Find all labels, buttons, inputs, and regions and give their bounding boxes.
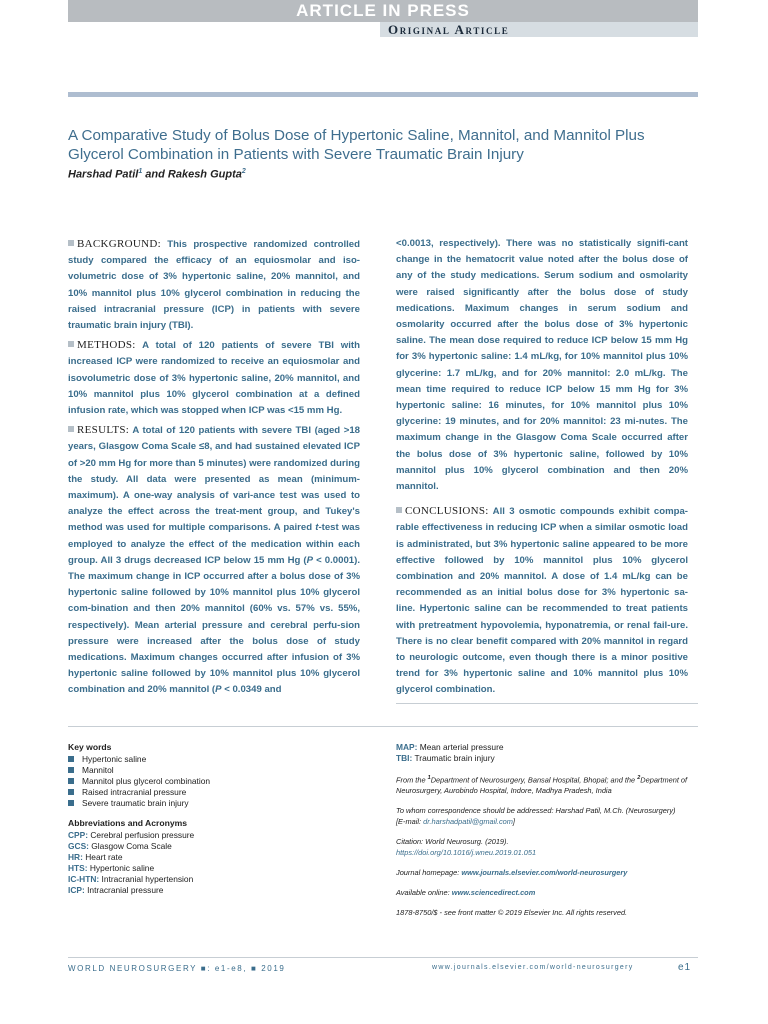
abbreviation-item: ICP: Intracranial pressure xyxy=(68,885,164,895)
abbreviation: ICP xyxy=(68,885,82,895)
keywords-panel xyxy=(68,742,368,896)
footer-rule xyxy=(68,957,698,958)
available-label: Available online: xyxy=(396,888,452,898)
italic-p: P xyxy=(306,554,314,566)
email-link[interactable]: dr.harshadpatil@gmail.com xyxy=(423,817,513,827)
square-bullet-icon xyxy=(68,789,74,795)
keyword-text: Raised intracranial pressure xyxy=(82,787,187,797)
keywords-list xyxy=(68,754,368,809)
abbreviation: TBI xyxy=(396,753,410,763)
affiliation-marker: 1 xyxy=(138,168,143,175)
abbreviation-definition: Traumatic brain injury xyxy=(414,753,495,763)
abstract-column-left xyxy=(68,236,360,702)
keyword-item xyxy=(68,798,368,809)
copyright: 1878-8750/$ - see front matter © 2019 Elsevier Inc. All rights reserved. xyxy=(396,908,628,918)
header-rule xyxy=(68,92,698,97)
italic-t: t xyxy=(315,522,319,534)
journal-footer: WORLD NEUROSURGERY ■: e1-e8, ■ 2019 xyxy=(68,964,286,973)
keyword-text: Mannitol xyxy=(82,765,114,775)
abstract-results-continued: <0.0013, respectively). There was no statistically signifi-cant change in the hematocrit value noted after the bolus dose of any of the study medications. Serum sodium and osmolarity were raised significantly after the bolus dose of study medications. Maximum changes in serum sodium and osmolarity occurred after the bolus dose of 3% hypertonic saline. The mean dose required to reduce ICP below 15 mm Hg for 3% hypertonic saline: 1.4 mL/kg, for 10% mannitol plus 10% glycerine: 1.7 mL/kg, and for 20% mannitol: 2.0 mL/kg. The mean time required to reduce ICP below 15 mm Hg for 3% hypertonic saline: 16 minutes, for 10% mannitol plus 10% glycerine: 19 minutes, and for 20% mannitol: 23 mi-nutes. The maximum change in the Glasgow Coma Scale occurred after the bolus dose of 3% hypertonic saline, followed by 10% mannitol plus 10% glycerol combination and then 20% mannitol. xyxy=(396,238,688,493)
sciencedirect-link[interactable]: www.sciencedirect.com xyxy=(451,888,536,898)
abbreviation-definition: Hypertonic saline xyxy=(89,863,155,873)
abbreviation: IC-HTN xyxy=(68,874,97,884)
article-in-press-banner: ARTICLE IN PRESS xyxy=(296,1,470,20)
keyword-text: Hypertonic saline xyxy=(82,754,147,764)
section-text: < 0.0001). The maximum change in ICP occurred after a bolus dose of 3% hypertonic saline followed by 10% mannitol plus 10% glycerol com-bination and then 20% mannitol (60% vs. 57% vs. 55%, respectively). Mean arterial pressure and cerebral perfu-sion pressure were increased after the bolus dose of study medications. Maximum changes occurred after infusion of 3% hypertonic saline followed by 10% mannitol plus 10% glycerol combination and 20% mannitol ( xyxy=(68,554,360,696)
section-label: METHODS: xyxy=(77,339,136,352)
affiliation-marker: 2 xyxy=(637,775,641,781)
square-bullet-icon xyxy=(68,341,74,347)
citation: Citation: World Neurosurg. (2019). xyxy=(396,837,509,847)
keyword-item xyxy=(68,765,368,776)
affiliation-marker: 2 xyxy=(241,168,246,175)
abbreviation: HR xyxy=(68,852,81,862)
author-list xyxy=(68,168,246,181)
keyword-item xyxy=(68,787,368,798)
affiliation-text: From the xyxy=(396,775,428,785)
author-name: Rakesh Gupta xyxy=(167,168,242,181)
italic-p: P xyxy=(215,684,222,696)
section-text: All 3 osmotic compounds exhibit compa-rable effectiveness in reducing ICP when a similar osmotic load is administrated, but 3% hypertonic saline appeared to be more effective followed by 10% mannitol plus 10% glycerol combination and 20% mannitol. A dose of 1.4 mL/kg can be recommended as an initial bolus dose for 3% hypertonic sa-line. Hypertonic saline can be recommended to treat patients with pretreatment hypovolemia, hyponatremia, or renal fail-ure. There is no clear benefit compared with 20% mannitol in regard to neurologic outcome, even though there is a minor positive trend for 3% hypertonic saline and 10% mannitol plus 10% glycerol combination. xyxy=(396,506,688,696)
abbreviation-item: MAP: Mean arterial pressure xyxy=(396,742,504,752)
email-label: [E-mail: xyxy=(396,817,424,827)
abbreviation-item: TBI: Traumatic brain injury xyxy=(396,753,495,763)
keyword-item xyxy=(68,754,368,765)
homepage-link[interactable]: www.journals.elsevier.com/world-neurosurgery xyxy=(461,868,628,878)
keyword-item xyxy=(68,776,368,787)
abbreviations-heading: Abbreviations and Acronyms xyxy=(68,818,188,828)
square-bullet-icon xyxy=(68,800,74,806)
email-line xyxy=(396,816,706,827)
section-label: CONCLUSIONS: xyxy=(405,505,489,518)
doi-link[interactable]: https://doi.org/10.1016/j.wneu.2019.01.051 xyxy=(396,848,537,858)
abbreviation-definition: Mean arterial pressure xyxy=(419,742,504,752)
correspondence: To whom correspondence should be addressed: Harshad Patil, M.Ch. (Neurosurgery) xyxy=(396,806,676,816)
square-bullet-icon xyxy=(68,426,74,432)
affiliation-text: Department of Neurosurgery, Aurobindo Hospital, Indore, Madhya Pradesh, India xyxy=(396,775,688,796)
abbreviation-definition: Cerebral perfusion pressure xyxy=(90,830,195,840)
affiliations xyxy=(396,773,706,796)
section-label: Original Article xyxy=(388,22,510,37)
affiliation-text: Department of Neurosurgery, Bansal Hospital, Bhopal; and the xyxy=(430,775,638,785)
abbreviation-item: HTS: Hypertonic saline xyxy=(68,863,155,873)
abbreviation: MAP xyxy=(396,742,415,752)
email-bracket: ] xyxy=(512,817,515,827)
abbreviation-item: CPP: Cerebral perfusion pressure xyxy=(68,830,195,840)
square-bullet-icon xyxy=(68,767,74,773)
abbreviation-definition: Intracranial pressure xyxy=(87,885,164,895)
abstract-end-rule xyxy=(396,703,698,704)
abbreviation-item: HR: Heart rate xyxy=(68,852,123,862)
abstract-column-right xyxy=(396,236,688,702)
keywords-heading: Key words xyxy=(68,742,112,752)
square-bullet-icon xyxy=(68,240,74,246)
square-bullet-icon xyxy=(68,778,74,784)
page-number: e1 xyxy=(678,962,692,973)
section-label: RESULTS: xyxy=(77,424,130,437)
square-bullet-icon xyxy=(396,507,402,513)
abbreviation-definition: Glasgow Coma Scale xyxy=(91,841,172,851)
square-bullet-icon xyxy=(68,756,74,762)
abbreviation-definition: Intracranial hypertension xyxy=(101,874,194,884)
available-online xyxy=(396,887,706,898)
section-label: BACKGROUND: xyxy=(77,238,161,250)
abbreviation-definition: Heart rate xyxy=(85,852,123,862)
section-text: -test was employed to analyze the effect of the medication within each group. All 3 drugs decreased ICP below 15 mm Hg ( xyxy=(68,522,360,566)
keyword-text: Mannitol plus glycerol combination xyxy=(82,776,211,786)
abstract-results xyxy=(68,422,360,698)
section-text: < 0.0349 and xyxy=(221,684,282,696)
author-name: Harshad Patil xyxy=(68,168,139,181)
section-divider xyxy=(68,726,698,727)
abbreviation-item: GCS: Glasgow Coma Scale xyxy=(68,841,172,851)
article-title: A Comparative Study of Bolus Dose of Hypertonic Saline, Mannitol, and Mannitol Plus Glycerol Combination in Patients with Severe Traumatic Brain Injury xyxy=(68,127,645,163)
abbreviation: GCS xyxy=(68,841,87,851)
affiliation-marker: 1 xyxy=(427,775,431,781)
keyword-text: Severe traumatic brain injury xyxy=(82,798,189,808)
article-info-panel xyxy=(396,742,706,918)
abstract-methods xyxy=(68,337,360,419)
journal-url-footer[interactable]: www.journals.elsevier.com/world-neurosurgery xyxy=(432,964,634,971)
abbreviation-item: IC-HTN: Intracranial hypertension xyxy=(68,874,194,884)
homepage-label: Journal homepage: xyxy=(396,868,462,878)
abstract-conclusions xyxy=(396,503,688,698)
journal-homepage xyxy=(396,867,706,878)
abbreviation: HTS xyxy=(68,863,85,873)
section-text: A total of 120 patients of severe TBI with increased ICP were randomized to receive an equiosmolar and isovolumetric dose of 3% hypertonic saline, 20% mannitol, and 10% mannitol plus 10% glycerol combination at a defined infusion rate, which was stopped when ICP was <15 mm Hg. xyxy=(68,340,360,417)
section-text: This prospective randomized controlled study compared the efficacy of an equiosmolar and iso-volumetric dose of 3% hypertonic saline, 20% mannitol, and 10% mannitol plus 10% glycerol combination in reducing the raised intracranial pressure (ICP) in patients with severe traumatic brain injury (TBI). xyxy=(68,239,360,332)
author-separator: and xyxy=(142,168,168,181)
abbreviation: CPP xyxy=(68,830,86,840)
abstract-background xyxy=(68,236,360,334)
section-text: A total of 120 patients with severe TBI (aged >18 years, Glasgow Coma Scale ≤8, and had sustained elevated ICP of >20 mm Hg for more than 5 minutes) were randomized during the study. All data were presented as mean (minimum-maximum). A one-way analysis of vari-ance test was used to analyze the effect across the treat-ment group, and Tukey's method was used for multiple comparisons. A paired xyxy=(68,425,360,534)
